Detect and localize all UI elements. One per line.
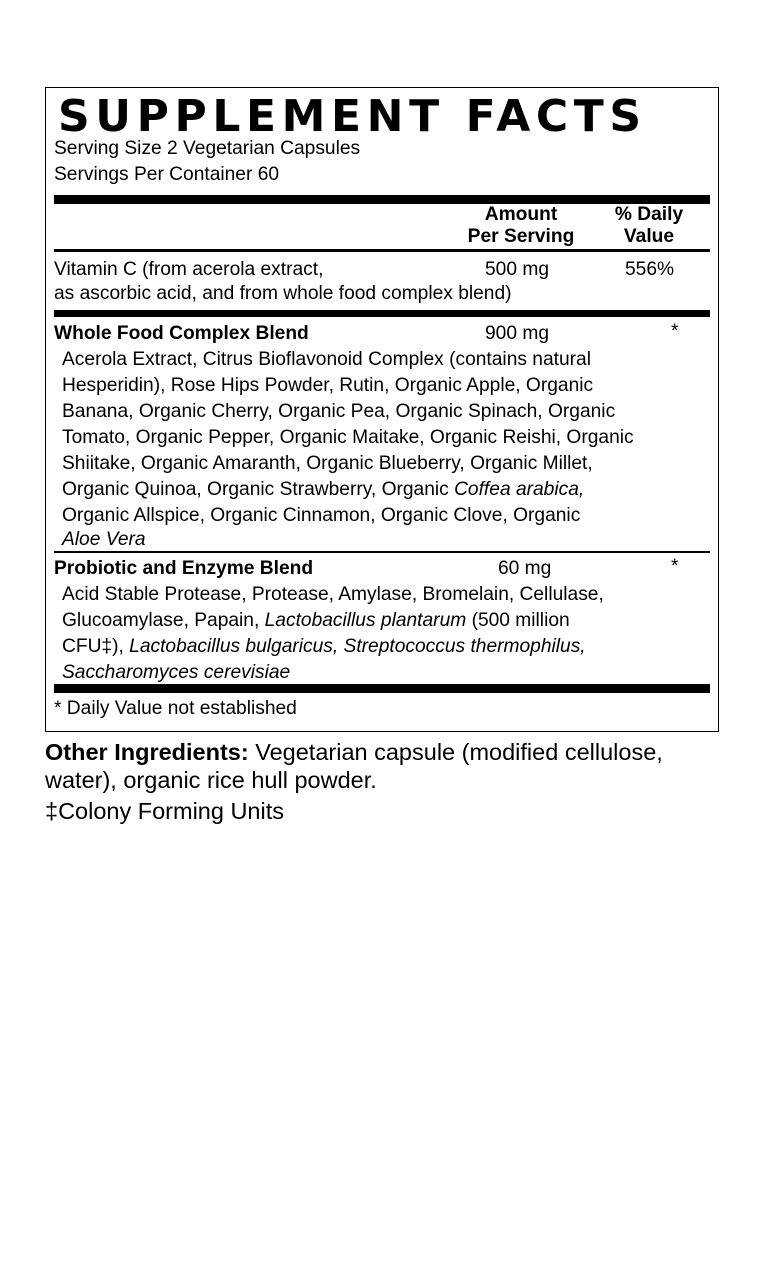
whole-food-blend-name: Whole Food Complex Blend <box>54 323 309 344</box>
probiotic-blend-amount: 60 mg <box>498 558 552 579</box>
whole-food-ingredients-line: Aloe Vera <box>62 529 146 550</box>
serving-size: Serving Size 2 Vegetarian Capsules <box>54 138 361 159</box>
vitamin-c-daily-value: 556% <box>625 259 675 280</box>
vitamin-c-name-line2: as ascorbic acid, and from whole food complex blend) <box>54 283 512 304</box>
probiotic-ingredients-line <box>62 634 586 660</box>
probiotic-blend-name: Probiotic and Enzyme Blend <box>54 558 314 579</box>
other-ingredients <box>45 738 725 794</box>
panel-title: SUPPLEMENT FACTS <box>58 91 647 142</box>
whole-food-blend-amount: 900 mg <box>485 323 549 344</box>
vitamin-c-name-line1: Vitamin C (from acerola extract, <box>54 259 324 280</box>
whole-food-blend-daily-value: * <box>671 321 679 342</box>
ingredient-italic-text: Lactobacillus plantarum <box>264 610 467 631</box>
probiotic-ingredients-line <box>62 608 570 634</box>
thick-divider-middle <box>54 310 710 317</box>
ingredient-text: (500 million <box>466 610 570 631</box>
whole-food-ingredients-line: Organic Allspice, Organic Cinnamon, Organic Clove, Organic <box>62 505 581 526</box>
whole-food-ingredients-line: Shiitake, Organic Amaranth, Organic Blueberry, Organic Millet, <box>62 453 593 474</box>
other-ingredients-label: Other Ingredients: <box>45 739 249 765</box>
header-divider <box>54 249 710 252</box>
probiotic-ingredients-line: Acid Stable Protease, Protease, Amylase, Bromelain, Cellulase, <box>62 584 604 605</box>
supplement-facts-panel <box>45 87 719 732</box>
thick-divider-top <box>54 195 710 204</box>
vitamin-c-amount: 500 mg <box>485 259 549 280</box>
ingredient-text: Organic Quinoa, Organic Strawberry, Organic <box>62 479 455 500</box>
ingredient-italic-text: Lactobacillus bulgaricus, Streptococcus thermophilus, <box>129 636 586 657</box>
cfu-note: ‡Colony Forming Units <box>45 798 285 824</box>
daily-value-header-line2: Value <box>623 226 675 247</box>
other-ingredients-text: Vegetarian capsule (modified cellulose, water), organic rice hull powder. <box>45 739 663 793</box>
amount-header-line2: Per Serving <box>467 226 575 247</box>
daily-value-footnote: * Daily Value not established <box>54 698 297 719</box>
amount-header-line1: Amount <box>484 204 558 225</box>
daily-value-header-line1: % Daily <box>614 204 684 225</box>
probiotic-blend-daily-value: * <box>671 556 679 577</box>
thick-divider-bottom <box>54 684 710 693</box>
ingredient-italic-text: Coffea arabica, <box>454 479 585 500</box>
whole-food-ingredients-line: Hesperidin), Rose Hips Powder, Rutin, Organic Apple, Organic <box>62 375 594 396</box>
whole-food-ingredients-line: Acerola Extract, Citrus Bioflavonoid Complex (contains natural <box>62 349 591 370</box>
thin-divider <box>54 551 710 553</box>
daily-value-header <box>599 204 699 248</box>
ingredient-text: CFU‡), <box>62 636 130 657</box>
ingredient-text: Glucoamylase, Papain, <box>62 610 265 631</box>
servings-per-container: Servings Per Container 60 <box>54 164 280 185</box>
whole-food-ingredients-line: Tomato, Organic Pepper, Organic Maitake, Organic Reishi, Organic <box>62 427 634 448</box>
amount-header <box>441 204 601 248</box>
probiotic-ingredients-line: Saccharomyces cerevisiae <box>62 662 291 683</box>
whole-food-ingredients-line <box>62 477 584 503</box>
whole-food-ingredients-line: Banana, Organic Cherry, Organic Pea, Organic Spinach, Organic <box>62 401 616 422</box>
